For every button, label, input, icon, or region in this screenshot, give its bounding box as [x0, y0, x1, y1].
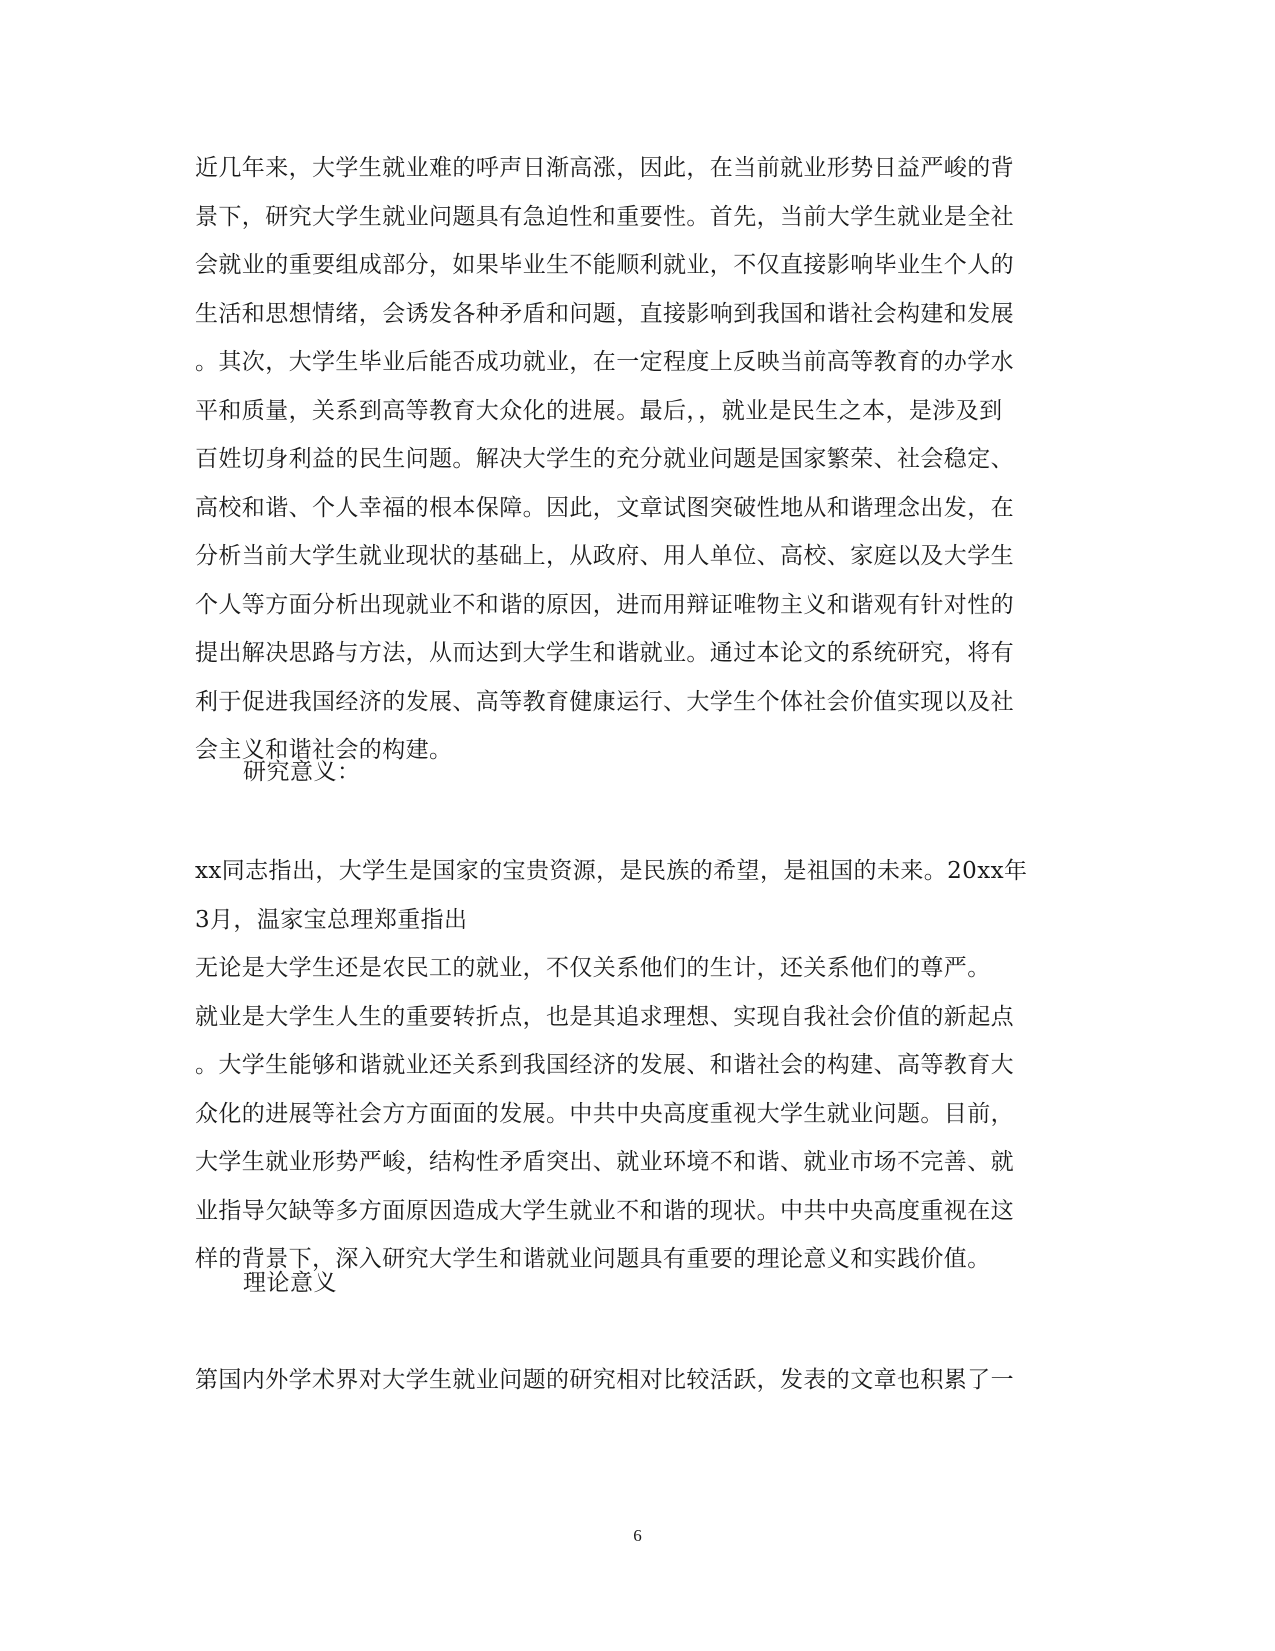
text-line: 众化的进展等社会方方面面的发展。中共中央高度重视大学生就业问题。目前， [195, 1100, 1014, 1127]
text-line: 分析当前大学生就业现状的基础上，从政府、用人单位、高校、家庭以及大学生 [195, 543, 1014, 569]
text-line: 样的背景下，深入研究大学生和谐就业问题具有重要的理论意义和实践价值。 [195, 1246, 991, 1272]
text-line: 个人等方面分析出现就业不和谐的原因，进而用辩证唯物主义和谐观有针对性的 [195, 591, 1014, 618]
text-line: 大学生就业形势严峻，结构性矛盾突出、就业环境不和谐、就业市场不完善、就 [195, 1149, 1014, 1175]
text-line: 百姓切身利益的民生问题。解决大学生的充分就业问题是国家繁荣、社会稳定、 [195, 446, 1014, 472]
section-heading-research-significance: 研究意义： [243, 759, 361, 785]
text-line: 。大学生能够和谐就业还关系到我国经济的发展、和谐社会的构建、高等教育大 [195, 1052, 1014, 1078]
text-line: 高校和谐、个人幸福的根本保障。因此，文章试图突破性地从和谐理念出发，在 [195, 494, 1014, 521]
section-heading-theoretical-significance: 理论意义 [243, 1270, 337, 1296]
text-line: 会主义和谐社会的构建。 [195, 737, 453, 763]
page-number: 6 [633, 1526, 642, 1545]
text-line: 就业是大学生人生的重要转折点，也是其追求理想、实现自我社会价值的新起点 [195, 1003, 1014, 1030]
text-line: 业指导欠缺等多方面原因造成大学生就业不和谐的现状。中共中央高度重视在这 [195, 1197, 1014, 1224]
text-line: 景下，研究大学生就业问题具有急迫性和重要性。首先，当前大学生就业是全社 [195, 203, 1014, 230]
text-line: 平和质量，关系到高等教育大众化的进展。最后，，就业是民生之本，是涉及到 [195, 397, 1003, 424]
text-line: xx同志指出，大学生是国家的宝贵资源，是民族的希望，是祖国的未来。20xx年 [195, 858, 1028, 884]
text-line: 无论是大学生还是农民工的就业，不仅关系他们的生计，还关系他们的尊严。 [195, 955, 991, 981]
paragraph-background [195, 144, 1075, 775]
paragraph-significance [195, 847, 1075, 1284]
text-line: 生活和思想情绪，会诱发各种矛盾和问题，直接影响到我国和谐社会构建和发展 [195, 300, 1014, 327]
text-line: 3月，温家宝总理郑重指出 [195, 906, 468, 933]
text-line: 利于促进我国经济的发展、高等教育健康运行、大学生个体社会价值实现以及社 [195, 688, 1014, 715]
text-line: 。其次，大学生毕业后能否成功就业，在一定程度上反映当前高等教育的办学水 [195, 349, 1014, 375]
text-line: 会就业的重要组成部分，如果毕业生不能顺利就业，不仅直接影响毕业生个人的 [195, 252, 1014, 278]
text-line: 第国内外学术界对大学生就业问题的研究相对比较活跃，发表的文章也积累了一 [195, 1367, 1014, 1393]
text-line: 近几年来，大学生就业难的呼声日渐高涨，因此，在当前就业形势日益严峻的背 [195, 155, 1014, 181]
text-line: 提出解决思路与方法，从而达到大学生和谐就业。通过本论文的系统研究，将有 [195, 640, 1014, 666]
paragraph-theoretical [195, 1356, 1075, 1405]
